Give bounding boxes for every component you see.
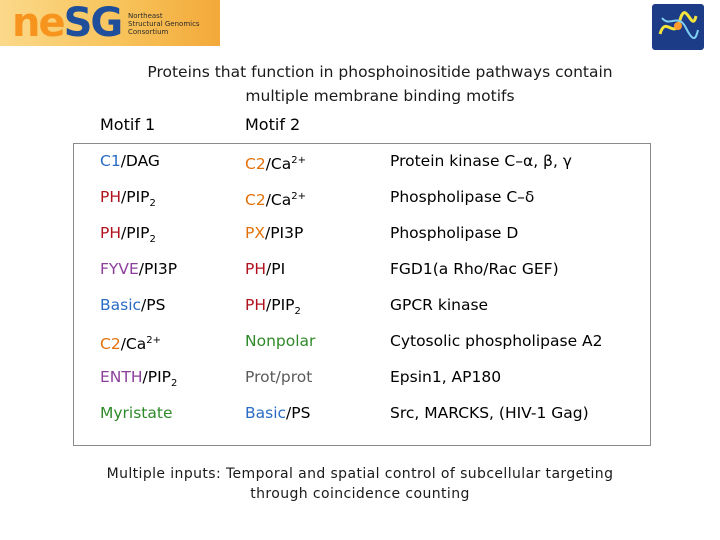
footer-line1: Multiple inputs: Temporal and spatial control of subcellular targeting bbox=[106, 466, 614, 482]
motif-name: PH bbox=[100, 224, 122, 242]
logo-line3: Consortium bbox=[128, 28, 169, 36]
motif2-cell bbox=[245, 147, 306, 178]
logo-line1: Northeast bbox=[128, 12, 163, 20]
motif2-cell bbox=[245, 363, 312, 391]
motif-ligand: /PI3P bbox=[264, 224, 304, 242]
motif-ligand: /Ca bbox=[265, 191, 292, 210]
title-line1: Proteins that function in phosphoinositide pathways contain bbox=[147, 63, 613, 81]
ligand-charge: 2+ bbox=[146, 335, 161, 346]
motif-name: PH bbox=[245, 260, 267, 278]
motif-name: PH bbox=[245, 296, 267, 314]
protein-cell: Phospholipase D bbox=[390, 224, 519, 242]
motif-ligand: /PIP bbox=[121, 188, 150, 206]
header-motif2: Motif 2 bbox=[245, 115, 301, 134]
motif-name: PX bbox=[245, 224, 265, 242]
motif-name: ENTH bbox=[100, 368, 143, 386]
header-motif1: Motif 1 bbox=[100, 115, 156, 134]
motif-name: C2 bbox=[245, 155, 266, 174]
protein-structure-icon bbox=[652, 4, 704, 50]
ligand-subscript: 2 bbox=[294, 306, 301, 318]
table-row bbox=[0, 291, 720, 319]
motif-ligand: /PIP bbox=[266, 296, 295, 314]
motif1-cell bbox=[100, 255, 177, 283]
motif-name: FYVE bbox=[100, 260, 139, 278]
motif-name: Prot/prot bbox=[245, 368, 313, 386]
motif1-cell bbox=[100, 291, 165, 319]
motif2-cell bbox=[245, 219, 303, 247]
logo-subtitle bbox=[128, 12, 200, 36]
motif1-cell bbox=[100, 327, 161, 358]
ligand-charge: 2+ bbox=[291, 155, 306, 166]
protein-cell: Protein kinase C–α, β, γ bbox=[390, 152, 572, 170]
table-row bbox=[0, 219, 720, 247]
motif-name: C1 bbox=[100, 152, 121, 170]
motif-ligand: /PI3P bbox=[138, 260, 178, 278]
motif2-cell bbox=[245, 399, 310, 427]
slide-title bbox=[0, 60, 720, 108]
motif1-cell bbox=[100, 219, 156, 254]
motif-ligand: /Ca bbox=[265, 155, 292, 174]
motif1-cell bbox=[100, 363, 177, 398]
ligand-subscript: 2 bbox=[171, 378, 178, 390]
protein-cell: Epsin1, AP180 bbox=[390, 368, 502, 386]
footer-note bbox=[0, 464, 720, 504]
table-row bbox=[0, 255, 720, 283]
nesg-logo bbox=[0, 0, 220, 46]
logo-ne: ne bbox=[12, 0, 64, 46]
table-row bbox=[0, 399, 720, 427]
logo-mark bbox=[12, 2, 121, 44]
motif-ligand: /PIP bbox=[142, 368, 172, 386]
motif-name: Nonpolar bbox=[245, 332, 316, 350]
motif-name: C2 bbox=[100, 335, 121, 354]
protein-cell: FGD1(a Rho/Rac GEF) bbox=[390, 260, 559, 278]
motif1-cell bbox=[100, 183, 156, 218]
motif-name: PH bbox=[100, 188, 122, 206]
ligand-subscript: 2 bbox=[149, 234, 156, 246]
motif-name: Myristate bbox=[100, 404, 173, 422]
table-row bbox=[0, 183, 720, 211]
motif2-cell bbox=[245, 291, 301, 326]
table-row bbox=[0, 147, 720, 175]
motif2-cell bbox=[245, 255, 285, 283]
protein-cell: Phospholipase C–δ bbox=[390, 188, 535, 206]
motif-ligand: /PS bbox=[141, 296, 166, 314]
motif1-cell bbox=[100, 399, 173, 427]
ligand-subscript: 2 bbox=[149, 198, 156, 210]
protein-cell: GPCR kinase bbox=[390, 296, 489, 314]
motif1-cell bbox=[100, 147, 160, 175]
ligand-charge: 2+ bbox=[291, 191, 306, 202]
title-line2: multiple membrane binding motifs bbox=[245, 87, 515, 105]
motif-name: Basic bbox=[245, 404, 287, 422]
protein-cell: Src, MARCKS, (HIV-1 Gag) bbox=[390, 404, 589, 422]
motif-ligand: /PI bbox=[266, 260, 286, 278]
logo-line2: Structural Genomics bbox=[128, 20, 200, 28]
motif-name: Basic bbox=[100, 296, 142, 314]
footer-line2: through coincidence counting bbox=[250, 486, 470, 502]
protein-cell: Cytosolic phospholipase A2 bbox=[390, 332, 603, 350]
motif2-cell bbox=[245, 183, 306, 214]
motif-name: C2 bbox=[245, 191, 266, 210]
table-row bbox=[0, 363, 720, 391]
motif-ligand: /Ca bbox=[120, 335, 147, 354]
motif-ligand: /DAG bbox=[120, 152, 160, 170]
motif2-cell bbox=[245, 327, 315, 355]
logo-sg: SG bbox=[63, 0, 122, 46]
motif-ligand: /PS bbox=[286, 404, 311, 422]
motif-ligand: /PIP bbox=[121, 224, 150, 242]
table-row bbox=[0, 327, 720, 355]
